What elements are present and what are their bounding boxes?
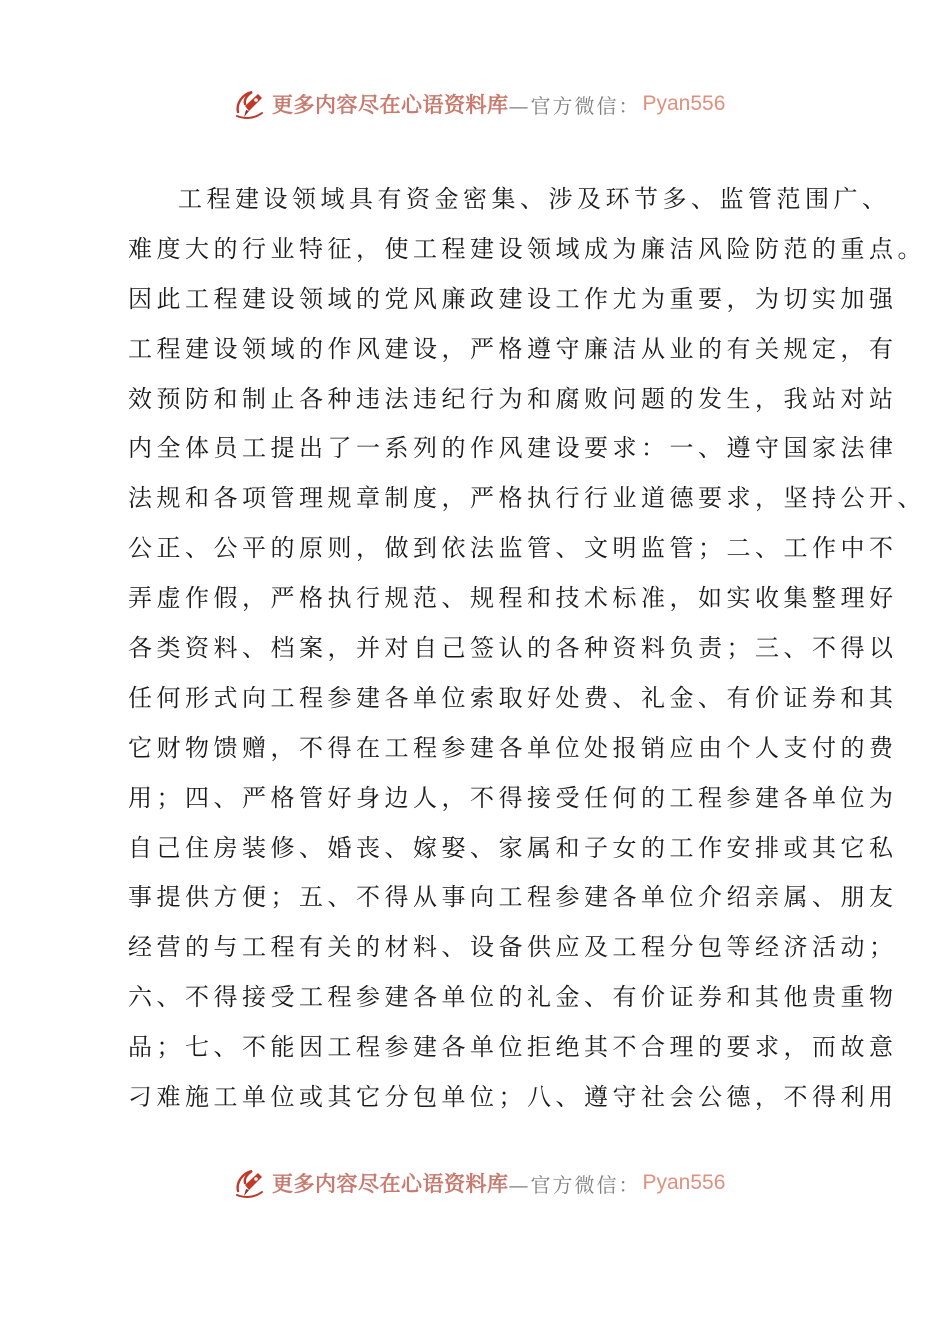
paragraph-line: 弄虚作假，严格执行规范、规程和技术标准，如实收集整理好 bbox=[128, 584, 898, 613]
paragraph-line: 内全体员工提出了一系列的作风建设要求：一、遵守国家法律 bbox=[128, 434, 898, 463]
banner-main-text: 更多内容尽在心语资料库 bbox=[272, 92, 509, 117]
paragraph-line: 效预防和制止各种违法违纪行为和腐败问题的发生，我站对站 bbox=[128, 384, 898, 413]
footer-watermark-banner bbox=[232, 1163, 725, 1203]
paragraph-line: 法规和各项管理规章制度，严格执行行业道德要求，坚持公开、 bbox=[128, 484, 926, 513]
paragraph-line: 用；四、严格管好身边人，不得接受任何的工程参建各单位为 bbox=[128, 783, 898, 812]
paragraph-line: 因此工程建设领域的党风廉政建设工作尤为重要，为切实加强 bbox=[128, 284, 898, 313]
paragraph-line: 品；七、不能因工程参建各单位拒绝其不合理的要求，而故意 bbox=[128, 1033, 898, 1062]
header-watermark-banner bbox=[232, 84, 725, 124]
paragraph-line: 它财物馈赠，不得在工程参建各单位处报销应由个人支付的费 bbox=[128, 733, 898, 762]
paragraph-line: 任何形式向工程参建各单位索取好处费、礼金、有价证券和其 bbox=[128, 683, 898, 712]
pen-nib-logo-icon bbox=[232, 1165, 268, 1201]
paragraph-line: 事提供方便；五、不得从事向工程参建各单位介绍亲属、朋友 bbox=[128, 883, 898, 912]
paragraph-line: 六、不得接受工程参建各单位的礼金、有价证券和其他贵重物 bbox=[128, 983, 898, 1012]
paragraph-line: 工程建设领域的作风建设，严格遵守廉洁从业的有关规定，有 bbox=[128, 334, 898, 363]
paragraph-line: 各类资料、档案，并对自己签认的各种资料负责；三、不得以 bbox=[128, 634, 898, 663]
banner-official-text: —官方微信： bbox=[508, 1172, 641, 1197]
banner-official-text: —官方微信： bbox=[508, 93, 641, 118]
paragraph-line: 公正、公平的原则，做到依法监管、文明监管；二、工作中不 bbox=[128, 534, 898, 563]
paragraph-line: 难度大的行业特征，使工程建设领域成为廉洁风险防范的重点。 bbox=[128, 234, 926, 263]
paragraph-line: 工程建设领域具有资金密集、涉及环节多、监管范围广、 bbox=[178, 185, 891, 213]
pen-nib-logo-icon bbox=[232, 86, 268, 122]
paragraph-line: 自己住房装修、婚丧、嫁娶、家属和子女的工作安排或其它私 bbox=[128, 833, 898, 862]
paragraph-line: 刁难施工单位或其它分包单位；八、遵守社会公德，不得利用 bbox=[128, 1083, 898, 1112]
banner-wechat-id: Pyan556 bbox=[642, 1171, 726, 1194]
document-paragraph bbox=[128, 175, 926, 1123]
banner-wechat-id: Pyan556 bbox=[642, 92, 726, 115]
banner-main-text: 更多内容尽在心语资料库 bbox=[272, 1171, 509, 1196]
paragraph-line: 经营的与工程有关的材料、设备供应及工程分包等经济活动； bbox=[128, 933, 898, 962]
